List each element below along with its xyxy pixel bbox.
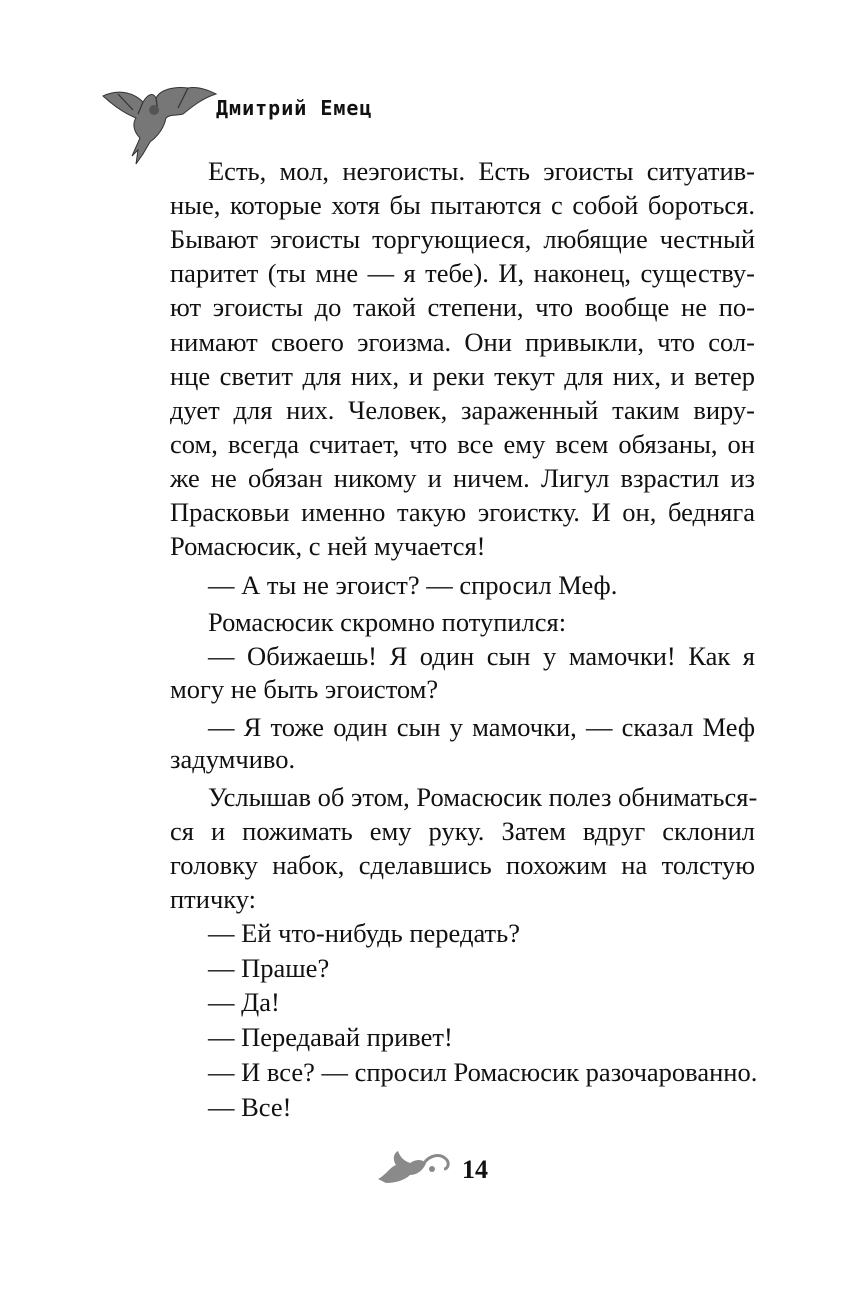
text-line: — Да! xyxy=(208,987,280,1017)
text-line: — Обижаешь! Я один сын у мамочки! Как я xyxy=(208,641,755,671)
text-line: дует для них. Человек, зараженный таким виру- xyxy=(170,395,755,425)
text-line: Прасковьи именно такую эгоистку. И он, бедняга xyxy=(170,497,755,527)
page-number: 14 xyxy=(462,1155,488,1184)
text-line: нимают своего эгоизма. Они привыкли, что сол- xyxy=(170,327,755,357)
text-line: задумчиво. xyxy=(170,744,296,774)
bat-illustration-icon xyxy=(98,84,218,166)
text-line: ные, которые хотя бы пытаются с собой бороться. xyxy=(170,190,755,220)
text-line: Есть, мол, неэгоисты. Есть эгоисты ситуатив- xyxy=(208,156,755,186)
text-line: — И все? — спросил Ромасюсик разочарованно. xyxy=(208,1057,758,1087)
running-header-author: Дмитрий Емец xyxy=(216,96,373,120)
text-line: — Праше? xyxy=(208,953,330,983)
text-line: могу не быть эгоистом? xyxy=(170,674,439,704)
text-line: — Передавай привет! xyxy=(208,1022,453,1052)
text-line: — А ты не эгоист? — спросил Меф. xyxy=(208,570,618,600)
text-line: Ромасюсик, с ней мучается! xyxy=(170,531,486,561)
text-line: Ромасюсик скромно потупился: xyxy=(208,607,567,637)
text-line: паритет (ты мне — я тебе). И, наконец, существу- xyxy=(170,258,755,288)
text-line: головку набок, сделавшись похожим на толстую xyxy=(170,850,755,880)
text-line: Услышав об этом, Ромасюсик полез обниматься- xyxy=(208,782,758,812)
text-line: — Ей что-нибудь передать? xyxy=(208,918,520,948)
text-line: ся и пожимать ему руку. Затем вдруг склонил xyxy=(170,816,755,846)
text-line: — Все! xyxy=(208,1092,292,1122)
text-line: птичку: xyxy=(170,884,257,914)
text-line: же не обязан никому и ничем. Лигул взрастил из xyxy=(170,463,755,493)
holly-ornament-icon xyxy=(374,1145,454,1185)
text-line: ют эгоисты до такой степени, что вообще не по- xyxy=(170,292,755,322)
text-line: сом, всегда считает, что все ему всем обязаны, он xyxy=(170,429,755,459)
text-line: Бывают эгоисты торгующиеся, любящие честный xyxy=(170,224,755,254)
text-line: — Я тоже один сын у мамочки, — сказал Меф xyxy=(208,712,755,742)
text-line: нце светит для них, и реки текут для них, и ветер xyxy=(170,361,755,391)
